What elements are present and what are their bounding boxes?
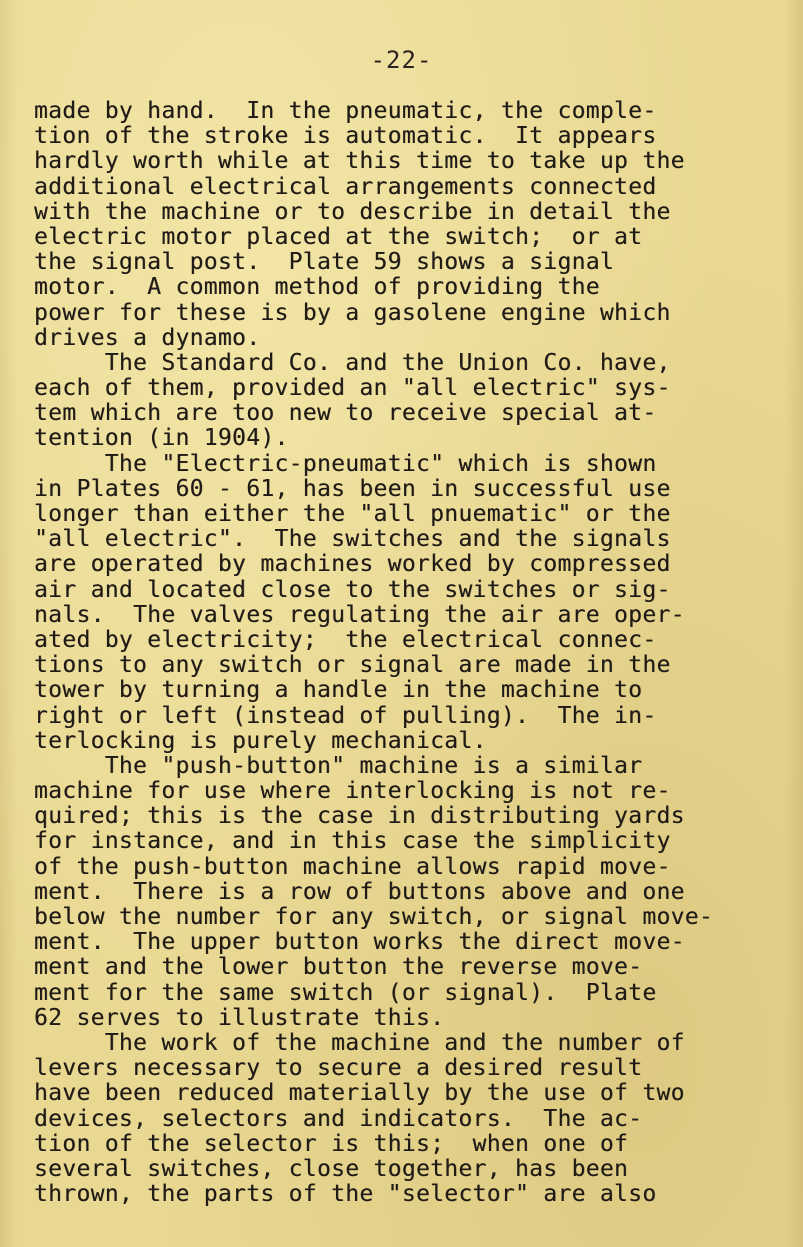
text-line: motor. A common method of providing the	[34, 274, 600, 301]
text-line: with the machine or to describe in detail the	[34, 198, 671, 225]
text-line: each of them, provided an "all electric" sys-	[34, 375, 671, 402]
text-line: the signal post. Plate 59 shows a signal	[34, 249, 615, 276]
text-line: in Plates 60 - 61, has been in successful use	[34, 475, 671, 502]
text-line: drives a dynamo.	[34, 324, 261, 351]
text-line: made by hand. In the pneumatic, the comple-	[34, 98, 657, 124]
text-line: below the number for any switch, or signal move-	[34, 904, 714, 930]
text-line: thrown, the parts of the "selector" are also	[34, 1181, 657, 1208]
text-line: terlocking is purely mechanical.	[34, 727, 487, 754]
text-line: tion of the selector is this; when one of	[34, 1130, 629, 1157]
text-line: devices, selectors and indicators. The ac-	[34, 1105, 643, 1132]
text-line: ment. There is a row of buttons above and one	[34, 878, 685, 905]
text-line: machine for use where interlocking is not re-	[34, 778, 671, 805]
text-line: "all electric". The switches and the signals	[34, 526, 671, 553]
text-line: have been reduced materially by the use of two	[34, 1080, 685, 1107]
text-line: levers necessary to secure a desired result	[34, 1055, 643, 1082]
body-text	[34, 99, 794, 1207]
text-line: tions to any switch or signal are made in the	[34, 652, 671, 679]
text-line: quired; this is the case in distributing yards	[34, 803, 685, 830]
text-line: nals. The valves regulating the air are oper-	[34, 601, 685, 628]
text-line: tion of the stroke is automatic. It appears	[34, 123, 657, 150]
text-line: additional electrical arrangements connected	[34, 173, 657, 200]
text-line: ated by electricity; the electrical connec-	[34, 626, 657, 653]
text-line: power for these is by a gasolene engine which	[34, 299, 671, 326]
text-line: air and located close to the switches or sig-	[34, 576, 671, 603]
text-line: ment for the same switch (or signal). Plate	[34, 979, 657, 1006]
text-line: are operated by machines worked by compressed	[34, 551, 671, 578]
page-number: -22-	[370, 46, 433, 74]
text-line: The "push-button" machine is a similar	[34, 752, 643, 779]
text-line: hardly worth while at this time to take up the	[34, 148, 685, 175]
text-line: ment and the lower button the reverse move-	[34, 954, 643, 981]
text-line: tem which are too new to receive special at-	[34, 400, 657, 427]
text-line: longer than either the "all pnuematic" or the	[34, 501, 671, 527]
text-line: for instance, and in this case the simplicity	[34, 828, 671, 855]
text-line: tention (in 1904).	[34, 425, 289, 452]
text-line: The work of the machine and the number of	[34, 1029, 685, 1056]
text-line: of the push-button machine allows rapid move-	[34, 853, 671, 880]
text-line: electric motor placed at the switch; or at	[34, 223, 643, 250]
text-line: ment. The upper button works the direct move-	[34, 929, 685, 956]
text-line: several switches, close together, has been	[34, 1155, 629, 1182]
text-line: The "Electric-pneumatic" which is shown	[34, 450, 657, 477]
text-line: tower by turning a handle in the machine to	[34, 677, 643, 704]
text-line: 62 serves to illustrate this.	[34, 1004, 445, 1031]
text-line: right or left (instead of pulling). The in-	[34, 702, 657, 729]
text-line: The Standard Co. and the Union Co. have,	[34, 349, 671, 376]
